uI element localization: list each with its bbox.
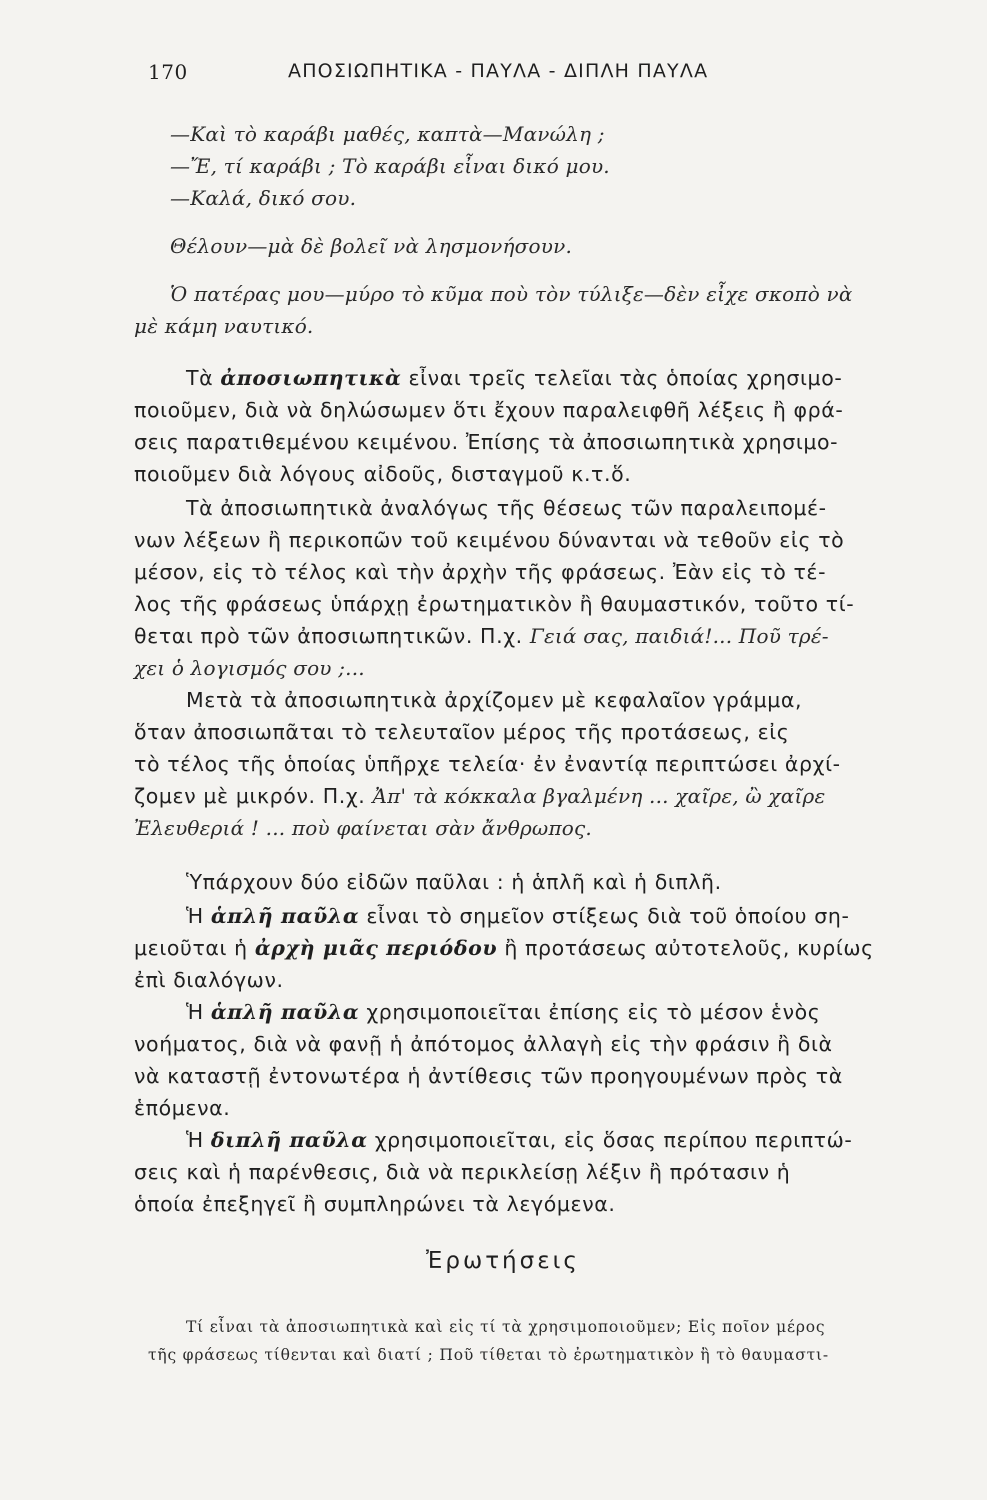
text-run: Ἡ <box>186 1128 211 1152</box>
paragraph-line: ποιοῦμεν διὰ λόγους αἰδοῦς, δισταγμοῦ κ.τ.ὅ. <box>134 462 632 486</box>
term-period-start: ἀρχὴ μιᾶς περιόδου <box>254 936 498 960</box>
question-line: τῆς φράσεως τίθενται καὶ διατί ; Ποῦ τίθεται τὸ ἐρωτηματικὸν ἢ τὸ θαυμαστι- <box>148 1346 829 1364</box>
paragraph-line <box>186 904 849 928</box>
paragraph-line: χει ὁ λογισμός σου ;... <box>134 656 365 680</box>
paragraph-line <box>186 1128 852 1152</box>
paragraph-line: Ὑπάρχουν δύο εἰδῶν παῦλαι : ἡ ἁπλῆ καὶ ἡ διπλῆ. <box>186 870 722 894</box>
paragraph-line: ὅταν ἀποσιωπᾶται τὸ τελευταῖον μέρος τῆς προτάσεως, εἰς <box>134 720 790 744</box>
question-line: Τί εἶναι τὰ ἀποσιωπητικὰ καὶ εἰς τί τὰ χρησιμοποιοῦμεν; Εἰς ποῖον μέρος <box>186 1318 826 1336</box>
term-ellipsis: ἀποσιωπητικὰ <box>220 366 402 390</box>
paragraph-line: σεις παρατιθεμένου κειμένου. Ἐπίσης τὰ ἀποσιωπητικὰ χρησιμο- <box>134 430 839 454</box>
paragraph-line <box>186 1000 820 1024</box>
text-run: Τὰ <box>186 366 221 390</box>
text-run: Ἡ <box>186 1000 211 1024</box>
example-line: Ὁ πατέρας μου—μύρο τὸ κῦμα ποὺ τὸν τύλιξε—δὲν εἶχε σκοπὸ νὰ <box>170 282 853 306</box>
term-single-dash: ἁπλῆ παῦλα <box>210 904 360 928</box>
paragraph-line: μέσον, εἰς τὸ τέλος καὶ τὴν ἀρχὴν τῆς φράσεως. Ἐὰν εἰς τὸ τέ- <box>134 560 827 584</box>
paragraph-line: λος τῆς φράσεως ὑπάρχῃ ἐρωτηματικὸν ἢ θαυμαστικόν, τοῦτο τί- <box>134 592 855 616</box>
paragraph-line <box>134 784 825 808</box>
text-run: ζομεν μὲ μικρόν. Π.χ. <box>134 784 373 808</box>
paragraph-line: ὁποία ἐπεξηγεῖ ἢ συμπληρώνει τὰ λεγόμενα. <box>134 1192 616 1216</box>
questions-heading: Ἐρωτήσεις <box>426 1248 580 1274</box>
paragraph-line: Μετὰ τὰ ἀποσιωπητικὰ ἀρχίζομεν μὲ κεφαλαῖον γράμμα, <box>186 688 803 712</box>
example-run: Ἀπ' τὰ κόκκαλα βγαλμένη ... χαῖρε, ὢ χαῖρε <box>372 784 826 808</box>
example-run: Γειά σας, παιδιά!... Ποῦ τρέ- <box>529 624 829 648</box>
text-run: χρησιμοποιεῖται ἐπίσης εἰς τὸ μέσον ἑνὸς <box>359 1000 821 1024</box>
paragraph-line: τὸ τέλος τῆς ὁποίας ὑπῆρχε τελεία· ἐν ἐναντίᾳ περιπτώσει ἀρχί- <box>134 752 841 776</box>
running-title: ΑΠΟΣΙΩΠΗΤΙΚΑ - ΠΑΥΛΑ - ΔΙΠΛΗ ΠΑΥΛΑ <box>288 60 709 82</box>
text-run: χρησιμοποιεῖται, εἰς ὅσας περίπου περιπτώ- <box>367 1128 853 1152</box>
example-line: —Καὶ τὸ καράβι μαθές, καπτὰ—Μανώλη ; <box>170 122 605 146</box>
page-header <box>148 60 828 90</box>
text-run: Ἡ <box>186 904 211 928</box>
paragraph-line <box>186 366 842 390</box>
paragraph-line <box>134 936 874 960</box>
paragraph-line: νὰ καταστῇ ἐντονωτέρα ἡ ἀντίθεσις τῶν προηγουμένων πρὸς τὰ <box>134 1064 843 1088</box>
page-number: 170 <box>148 60 188 84</box>
example-line: Θέλουν—μὰ δὲ βολεῖ νὰ λησμονήσουν. <box>170 234 573 258</box>
example-line: —Καλά, δικό σου. <box>170 186 357 210</box>
term-single-dash: ἁπλῆ παῦλα <box>210 1000 360 1024</box>
paragraph-line: Τὰ ἀποσιωπητικὰ ἀναλόγως τῆς θέσεως τῶν παραλειπομέ- <box>186 496 827 520</box>
example-line: —Ἔ, τί καράβι ; Τὸ καράβι εἶναι δικό μου. <box>170 154 610 178</box>
text-run: θεται πρὸ τῶν ἀποσιωπητικῶν. Π.χ. <box>134 624 530 648</box>
term-double-dash: διπλῆ παῦλα <box>210 1128 368 1152</box>
text-run: ἢ προτάσεως αὐτοτελοῦς, κυρίως <box>497 936 874 960</box>
example-line: μὲ κάμη ναυτικό. <box>134 314 314 338</box>
paragraph-line: νων λέξεων ἢ περικοπῶν τοῦ κειμένου δύνανται νὰ τεθοῦν εἰς τὸ <box>134 528 845 552</box>
paragraph-line: ποιοῦμεν, διὰ νὰ δηλώσωμεν ὅτι ἔχουν παραλειφθῆ λέξεις ἢ φρά- <box>134 398 844 422</box>
paragraph-line: σεις καὶ ἡ παρένθεσις, διὰ νὰ περικλείσῃ λέξιν ἢ πρότασιν ἡ <box>134 1160 791 1184</box>
paragraph-line: ἐπὶ διαλόγων. <box>134 968 284 992</box>
paragraph-line <box>134 624 829 648</box>
text-run: μειοῦται ἡ <box>134 936 255 960</box>
paragraph-line: νοήματος, διὰ νὰ φανῇ ἡ ἀπότομος ἀλλαγὴ εἰς τὴν φράσιν ἢ διὰ <box>134 1032 833 1056</box>
paragraph-line: Ἐλευθεριά ! ... ποὺ φαίνεται σὰν ἄνθρωπος. <box>134 816 592 840</box>
text-run: εἶναι τρεῖς τελεῖαι τὰς ὁποίας χρησιμο- <box>401 366 843 390</box>
paragraph-line: ἑπόμενα. <box>134 1096 231 1120</box>
text-run: εἶναι τὸ σημεῖον στίξεως διὰ τοῦ ὁποίου ση- <box>359 904 850 928</box>
